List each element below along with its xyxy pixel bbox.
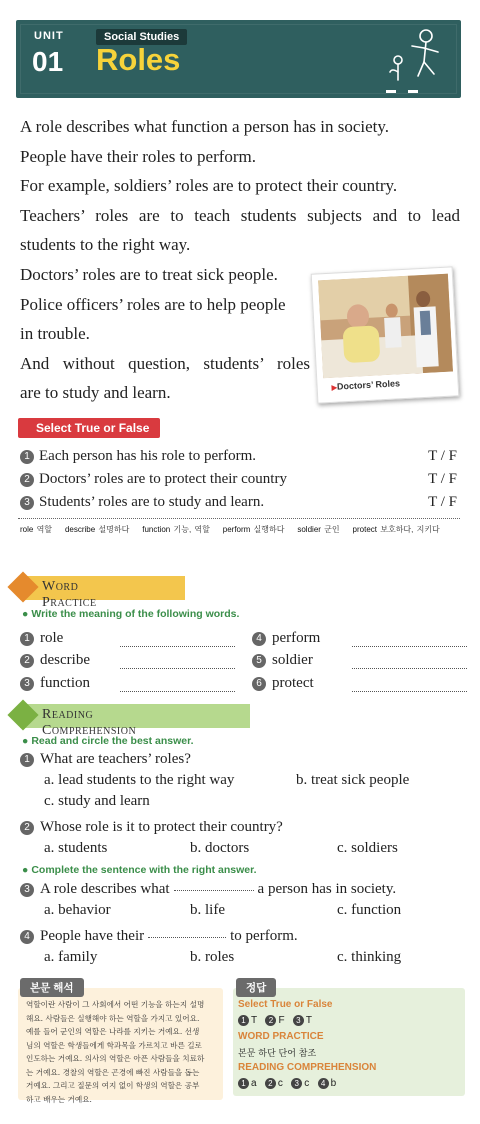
question bbox=[20, 751, 191, 768]
translation-text bbox=[26, 998, 220, 1106]
vocab-word: protect bbox=[352, 525, 377, 534]
answer-number: 1 bbox=[238, 1015, 249, 1026]
answer-blank[interactable] bbox=[352, 668, 467, 669]
tf-statement: Doctors’ roles are to protect their country bbox=[39, 471, 287, 487]
answer-number: 3 bbox=[291, 1078, 302, 1089]
answer-blank[interactable] bbox=[120, 646, 235, 647]
passage-line: And without question, students’ roles bbox=[20, 353, 310, 373]
item-number: 2 bbox=[20, 654, 34, 668]
instruction bbox=[22, 864, 257, 876]
word-practice-answer: 본문 하단 단어 참조 bbox=[238, 1049, 317, 1059]
word: soldier bbox=[272, 652, 313, 668]
word: function bbox=[40, 675, 90, 691]
answer-option[interactable]: a. family bbox=[44, 949, 98, 965]
word: describe bbox=[40, 652, 90, 668]
answer-option[interactable]: a. lead students to the right way bbox=[44, 772, 235, 788]
word-item bbox=[20, 630, 63, 647]
passage-line: are to study and learn. bbox=[20, 383, 171, 403]
tf-choice[interactable]: T / F bbox=[428, 471, 457, 487]
answer-option[interactable]: c. soldiers bbox=[337, 840, 398, 856]
doctors-photo bbox=[311, 266, 460, 403]
passage-line: Doctors’ roles are to treat sick people. bbox=[20, 264, 278, 284]
rc-answers bbox=[238, 1078, 336, 1089]
answer-option[interactable]: a. behavior bbox=[44, 902, 111, 918]
vocab-meaning: 실행하다 bbox=[253, 525, 285, 534]
photo-caption-text: Doctors’ Roles bbox=[336, 378, 401, 392]
item-number: 1 bbox=[20, 753, 34, 767]
item-number: 3 bbox=[20, 496, 34, 510]
translation-line: 하고 배우는 거예요. bbox=[26, 1094, 92, 1104]
bullet-icon: ● bbox=[22, 864, 29, 876]
answer-blank[interactable] bbox=[352, 691, 467, 692]
answer-option[interactable]: b. treat sick people bbox=[296, 772, 410, 788]
question-text: What are teachers’ roles? bbox=[40, 751, 191, 767]
item-number: 4 bbox=[20, 930, 34, 944]
question-text: to perform. bbox=[230, 928, 298, 944]
instruction-text: Write the meaning of the following words. bbox=[31, 608, 240, 620]
tf-statement: Students’ roles are to study and learn. bbox=[39, 494, 265, 510]
word: perform bbox=[272, 630, 321, 646]
vocab-meaning: 설명하다 bbox=[98, 525, 130, 534]
answer-blank[interactable] bbox=[120, 691, 235, 692]
answer-heading: Select True or False bbox=[238, 999, 333, 1010]
answer-option[interactable]: b. roles bbox=[190, 949, 235, 965]
passage-line: Police officers’ roles are to help people bbox=[20, 294, 286, 314]
vocabulary-line bbox=[20, 524, 440, 535]
word-item bbox=[20, 675, 90, 692]
answer-value: c bbox=[277, 1078, 283, 1089]
answer-value: a bbox=[251, 1078, 257, 1089]
tf-answers bbox=[238, 1015, 312, 1026]
answer-option[interactable]: b. doctors bbox=[190, 840, 250, 856]
item-number: 5 bbox=[252, 654, 266, 668]
word-item bbox=[252, 630, 320, 647]
answer-blank[interactable] bbox=[120, 668, 235, 669]
answer-heading: READING COMPREHENSION bbox=[238, 1062, 377, 1073]
answer-option[interactable]: b. life bbox=[190, 902, 225, 918]
tf-choice[interactable]: T / F bbox=[428, 448, 457, 464]
item-number: 2 bbox=[20, 821, 34, 835]
vocab-word: perform bbox=[222, 525, 251, 534]
section-title: Word Practice bbox=[42, 579, 97, 610]
tf-statement: Each person has his role to perform. bbox=[39, 448, 257, 464]
passage-line: in trouble. bbox=[20, 324, 90, 344]
item-number: 4 bbox=[252, 632, 266, 646]
word-item bbox=[252, 675, 314, 692]
answer-option[interactable]: c. thinking bbox=[337, 949, 402, 965]
question-text: Whose role is it to protect their country? bbox=[40, 819, 283, 835]
answer-value: F bbox=[278, 1015, 285, 1026]
answer-option[interactable]: c. function bbox=[337, 902, 402, 918]
hospital-scene-image bbox=[318, 274, 453, 379]
translation-line: 해요. 사람들은 실행해야 하는 역할을 가지고 있어요. bbox=[26, 1013, 200, 1023]
answer-blank[interactable] bbox=[148, 937, 226, 938]
question-text: A role describes what bbox=[40, 881, 170, 897]
answer-option[interactable]: c. study and learn bbox=[44, 793, 150, 809]
passage-line: People have their roles to perform. bbox=[20, 146, 257, 166]
answer-value: b bbox=[330, 1078, 337, 1089]
answer-number: 2 bbox=[265, 1078, 276, 1089]
tf-choice[interactable]: T / F bbox=[428, 494, 457, 510]
instruction-text: Complete the sentence with the right answer. bbox=[31, 864, 257, 876]
answer-value: c bbox=[304, 1078, 310, 1089]
answer-heading: WORD PRACTICE bbox=[238, 1031, 324, 1042]
question bbox=[20, 819, 283, 836]
answer-key-label: 정답 bbox=[236, 978, 276, 997]
question-text: a person has in society. bbox=[257, 881, 397, 897]
unit-label: UNIT bbox=[34, 30, 64, 42]
translation-line: 역할이란 사람이 그 사회에서 어떤 기능을 하는지 설명 bbox=[26, 1000, 205, 1009]
tf-item bbox=[20, 471, 460, 488]
item-number: 1 bbox=[20, 632, 34, 646]
passage-line: Teachers’ roles are to teach students subjects and to lead bbox=[20, 205, 460, 225]
answer-option[interactable]: a. students bbox=[44, 840, 108, 856]
translation-line: 님의 역할은 학생들에게 학과목을 가르치고 바른 길로 bbox=[26, 1040, 202, 1050]
passage-line: For example, soldiers’ roles are to protect their country. bbox=[20, 176, 398, 196]
answer-value: T bbox=[305, 1015, 313, 1026]
photo-caption bbox=[331, 378, 400, 392]
question bbox=[20, 881, 396, 898]
translation-line: 예를 들어 군인의 역할은 나라를 지키는 거예요. 선생 bbox=[26, 1027, 200, 1036]
passage-line: students to the right way. bbox=[20, 235, 191, 255]
section-title: Reading Comprehension bbox=[42, 707, 137, 738]
vocab-meaning: 보호하다, 지키다 bbox=[380, 525, 440, 534]
stick-figure-illustration bbox=[380, 24, 450, 96]
vocab-word: describe bbox=[64, 525, 96, 534]
answer-number: 1 bbox=[238, 1078, 249, 1089]
answer-number: 3 bbox=[293, 1015, 304, 1026]
word-item bbox=[20, 652, 90, 669]
tf-item bbox=[20, 494, 460, 511]
page-title: Roles bbox=[96, 42, 181, 77]
bullet-icon: ● bbox=[22, 735, 29, 747]
item-number: 3 bbox=[20, 883, 34, 897]
true-false-banner: Select True or False bbox=[18, 418, 160, 438]
divider bbox=[18, 518, 460, 519]
passage-line: A role describes what function a person has in society. bbox=[20, 117, 390, 136]
word: protect bbox=[272, 675, 314, 691]
vocab-meaning: 기능, 역할 bbox=[173, 525, 210, 534]
subject-badge: Social Studies bbox=[96, 29, 187, 45]
translation-label: 본문 해석 bbox=[20, 978, 84, 997]
vocab-meaning: 역할 bbox=[36, 525, 53, 534]
item-number: 1 bbox=[20, 450, 34, 464]
answer-blank[interactable] bbox=[352, 646, 467, 647]
translation-line: 인도하는 거예요. 의사의 역할은 아픈 사람들을 치료하 bbox=[26, 1054, 205, 1063]
item-number: 6 bbox=[252, 677, 266, 691]
answer-number: 2 bbox=[265, 1015, 276, 1026]
translation-line: 는 거예요. 경찰의 역할은 곤경에 빠진 사람들을 돕는 bbox=[26, 1067, 200, 1077]
vocab-meaning: 군인 bbox=[324, 525, 340, 534]
question bbox=[20, 928, 298, 945]
word: role bbox=[40, 630, 64, 646]
vocab-word: function bbox=[142, 525, 171, 534]
question-text: People have their bbox=[40, 928, 145, 944]
word-item bbox=[252, 652, 313, 669]
item-number: 3 bbox=[20, 677, 34, 691]
instruction-text: Read and circle the best answer. bbox=[31, 735, 194, 747]
instruction bbox=[22, 735, 194, 747]
vocab-word: soldier bbox=[297, 525, 321, 534]
tf-item bbox=[20, 448, 460, 465]
unit-number: 01 bbox=[32, 46, 64, 77]
instruction bbox=[22, 608, 239, 620]
answer-blank[interactable] bbox=[174, 890, 254, 891]
bullet-icon: ● bbox=[22, 608, 29, 620]
item-number: 2 bbox=[20, 473, 34, 487]
translation-line: 거예요. 그리고 질문의 여지 없이 학생의 역할은 공부 bbox=[26, 1081, 200, 1090]
vocab-word: role bbox=[20, 525, 34, 534]
answer-value: T bbox=[251, 1015, 258, 1026]
caption-arrow-icon: ▶ bbox=[331, 384, 338, 392]
answer-number: 4 bbox=[318, 1078, 329, 1089]
